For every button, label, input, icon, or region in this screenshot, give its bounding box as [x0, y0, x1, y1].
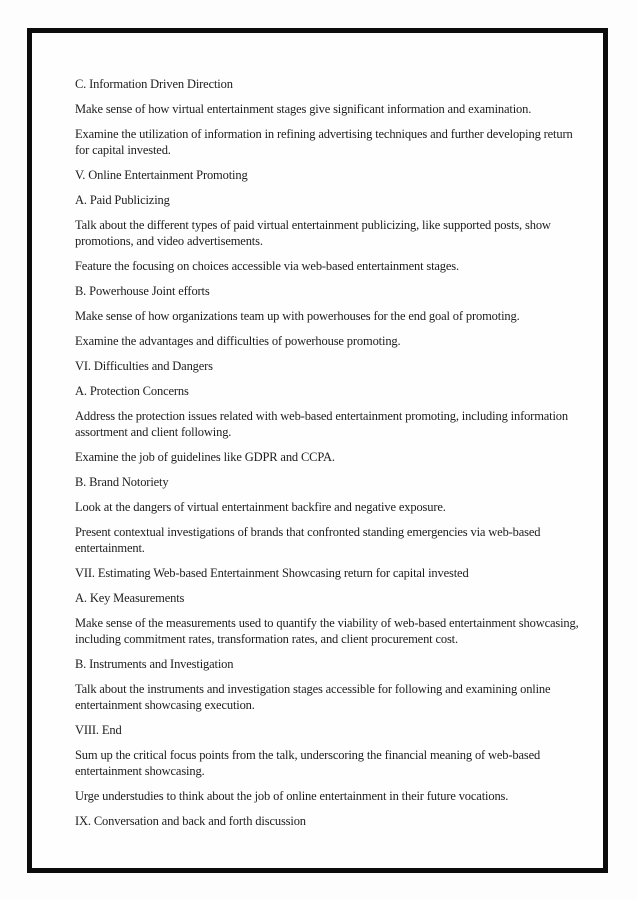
outline-subsection-heading: A. Key Measurements — [75, 591, 185, 605]
outline-paragraph: Talk about the different types of paid virtual entertainment publicizing, like supported posts, show promotions, and video advertisements. — [75, 218, 551, 248]
outline-subsection-heading: A. Protection Concerns — [75, 384, 189, 398]
outline-paragraph: Feature the focusing on choices accessible via web-based entertainment stages. — [75, 259, 459, 273]
outline-paragraph: Talk about the instruments and investigation stages accessible for following and examining online entertainment showcasing execution. — [75, 682, 551, 712]
outline-paragraph: Examine the advantages and difficulties of powerhouse promoting. — [75, 334, 401, 348]
outline-paragraph: Make sense of how organizations team up with powerhouses for the end goal of promoting. — [75, 309, 520, 323]
outline-paragraph: Look at the dangers of virtual entertainment backfire and negative exposure. — [75, 500, 446, 514]
outline-paragraph: Examine the utilization of information in refining advertising techniques and further developing return for capital invested. — [75, 127, 573, 157]
document-body — [75, 76, 583, 838]
outline-paragraph: Make sense of how virtual entertainment stages give significant information and examination. — [75, 102, 532, 116]
outline-paragraph: Address the protection issues related with web-based entertainment promoting, including information assortment and client following. — [75, 409, 569, 439]
outline-section-heading: V. Online Entertainment Promoting — [75, 168, 248, 182]
outline-paragraph: Present contextual investigations of brands that confronted standing emergencies via web-based entertainment. — [75, 525, 541, 555]
outline-subsection-heading: C. Information Driven Direction — [75, 77, 233, 91]
outline-section-heading: IX. Conversation and back and forth discussion — [75, 814, 306, 828]
outline-paragraph: Sum up the critical focus points from the talk, underscoring the financial meaning of web-based entertainment showcasing. — [75, 748, 541, 778]
outline-section-heading: VI. Difficulties and Dangers — [75, 359, 213, 373]
outline-subsection-heading: B. Powerhouse Joint efforts — [75, 284, 210, 298]
outline-subsection-heading: B. Instruments and Investigation — [75, 657, 234, 671]
outline-subsection-heading: B. Brand Notoriety — [75, 475, 169, 489]
outline-paragraph: Urge understudies to think about the job of online entertainment in their future vocations. — [75, 789, 509, 803]
outline-paragraph: Make sense of the measurements used to quantify the viability of web-based entertainment showcasing, including commitment rates, transformation rates, and client procurement cost. — [75, 616, 579, 646]
outline-paragraph: Examine the job of guidelines like GDPR and CCPA. — [75, 450, 335, 464]
outline-section-heading: VII. Estimating Web-based Entertainment Showcasing return for capital invested — [75, 566, 469, 580]
document-page — [27, 28, 608, 873]
outline-section-heading: VIII. End — [75, 723, 122, 737]
outline-subsection-heading: A. Paid Publicizing — [75, 193, 170, 207]
